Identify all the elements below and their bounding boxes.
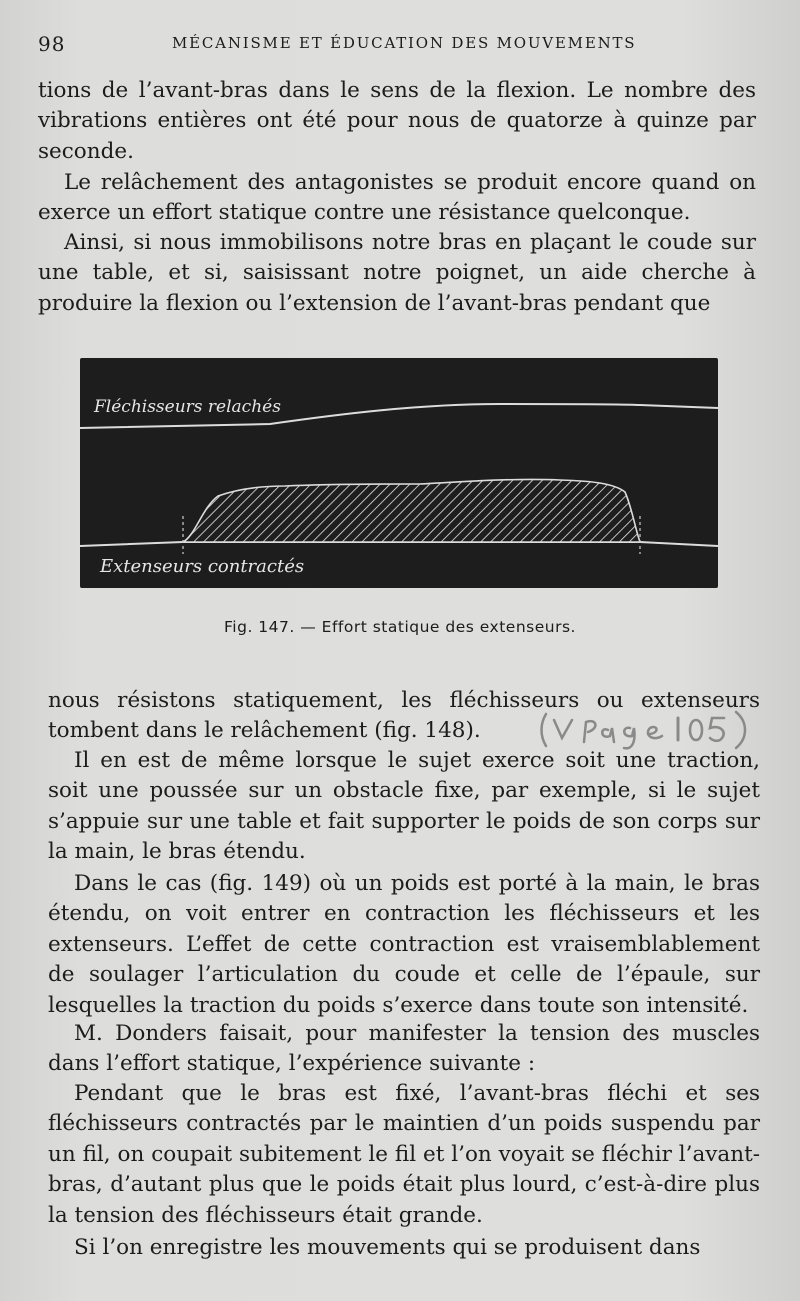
paragraph-continuation: tions de l’avant-bras dans le sens de la flexion. Le nombre des vibrations entières ont été pour nous de quatorze à quinze par seconde. bbox=[38, 78, 756, 164]
extensors-contraction-area bbox=[183, 479, 640, 542]
paragraph bbox=[38, 228, 756, 319]
paragraph-text: Pendant que le bras est fixé, l’avant-bras fléchi et ses fléchisseurs contractés par le maintien d’un poids suspendu par un fil, on coupait subitement le fil et l’on voyait se fléchir l’avant-bras, d’autant plus que le poids était plus lourd, c’est-à-dire plus la tension des fléchisseurs était grande. bbox=[48, 1081, 760, 1228]
paragraph-text: M. Donders faisait, pour manifester la tension des muscles dans l’effort statique, l’expérience suivante : bbox=[48, 1021, 760, 1077]
paragraph bbox=[48, 1019, 760, 1080]
page-header bbox=[38, 30, 758, 60]
paragraph-text: Si l’on enregistre les mouvements qui se produisent dans bbox=[74, 1235, 701, 1260]
paragraph bbox=[38, 168, 756, 229]
paragraph-text: Dans le cas (fig. 149) où un poids est porté à la main, le bras étendu, on voit entrer en contraction les fléchisseurs et les extenseurs. L’effet de cette contraction est vraisemblablement de soulager l’articulation du coude et celle de l’épaule, sur lesquelles la traction du poids s’exerce dans toute son intensité. bbox=[48, 871, 760, 1018]
paragraph bbox=[48, 1233, 760, 1263]
figure-147 bbox=[80, 358, 718, 588]
paragraph-continuation: nous résistons statiquement, les fléchisseurs ou extenseurs tombent dans le relâchement (fig. 148). bbox=[48, 688, 760, 744]
paragraph bbox=[48, 1079, 760, 1231]
paragraph-text: Le relâchement des antagonistes se produit encore quand on exerce un effort statique contre une résistance quelconque. bbox=[38, 170, 756, 226]
paragraph-text: Ainsi, si nous immobilisons notre bras en plaçant le coude sur une table, et si, saisissant notre poignet, un aide cherche à produire la flexion ou l’extension de l’avant-bras pendant que bbox=[38, 230, 756, 316]
running-title: MÉCANISME ET ÉDUCATION DES MOUVEMENTS bbox=[172, 34, 637, 52]
myograph-trace bbox=[80, 358, 718, 588]
page-number: 98 bbox=[38, 32, 66, 56]
paragraph bbox=[48, 746, 760, 868]
paragraph-text: Il en est de même lorsque le sujet exerce soit une traction, soit une poussée sur un obstacle fixe, par exemple, si le sujet s’appuie sur une table et fait supporter le poids de son corps sur la main, le bras étendu. bbox=[48, 748, 760, 865]
figure-caption: Fig. 147. — Effort statique des extenseurs. bbox=[224, 618, 576, 636]
handwriting-scribble bbox=[538, 708, 758, 750]
figure-background bbox=[80, 358, 718, 588]
paragraph bbox=[48, 869, 760, 1021]
figure-label-extensors: Extenseurs contractés bbox=[100, 556, 305, 577]
handwritten-note bbox=[538, 708, 758, 750]
figure-label-flexors: Fléchisseurs relachés bbox=[94, 397, 281, 417]
